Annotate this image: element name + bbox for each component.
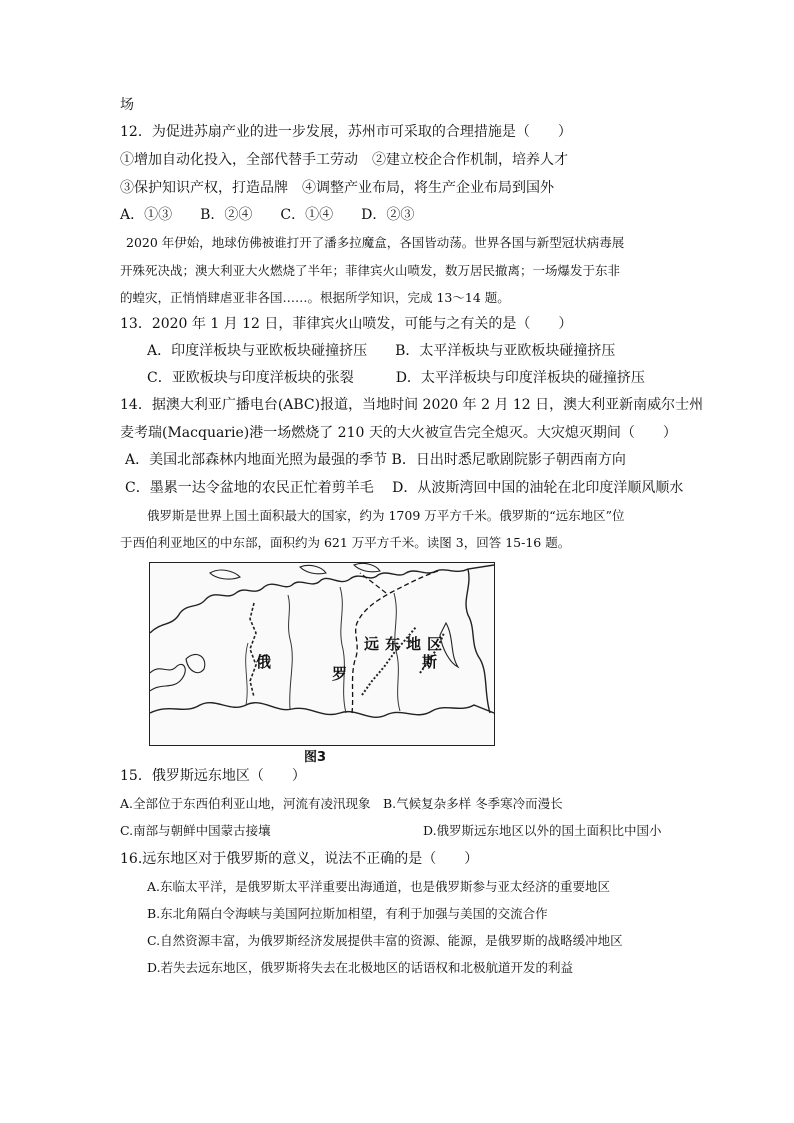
option-line: ①增加自动化投入，全部代替手工劳动 ②建立校企合作机制，培养人才 <box>120 152 568 168</box>
russia-map-figure <box>149 562 495 746</box>
question-13: 13．2020 年 1 月 12 日，菲律宾火山喷发，可能与之有关的是（ ） <box>120 316 573 332</box>
option-line: C.自然资源丰富，为俄罗斯经济发展提供丰富的资源、能源，是俄罗斯的战略缓冲地区 <box>147 933 623 948</box>
option-line: A．印度洋板块与亚欧板块碰撞挤压 B．太平洋板块与亚欧板块碰撞挤压 <box>147 343 616 359</box>
option-line: B.东北角隔白令海峡与美国阿拉斯加相望，有利于加强与美国的交流合作 <box>147 906 548 921</box>
passage-line: 俄罗斯是世界上国土面积最大的国家，约为 1709 万平方千米。俄罗斯的“远东地区”位 <box>147 508 625 523</box>
figure-caption: 图3 <box>304 750 327 765</box>
passage-line: 于西伯利亚地区的中东部，面积约为 621 万平方千米。读图 3，回答 15-16 题。 <box>120 535 571 550</box>
question-15: 15．俄罗斯远东地区（ ） <box>120 768 306 784</box>
option-line: A.东临太平洋，是俄罗斯太平洋重要出海通道，也是俄罗斯参与亚太经济的重要地区 <box>147 879 611 894</box>
question-14: 14．据澳大利亚广播电台(ABC)报道，当地时间 2020 年 2 月 12 日，澳大利亚新南威尔士州 <box>120 397 704 413</box>
option-line: C．墨累一达令盆地的农民正忙着剪羊毛 D．从波斯湾回中国的油轮在北印度洋顺风顺水 <box>125 480 684 496</box>
option-line: C．亚欧板块与印度洋板块的张裂 D．太平洋板块与印度洋板块的碰撞挤压 <box>147 370 645 386</box>
option-line: D.俄罗斯远东地区以外的国土面积比中国小 <box>423 823 662 838</box>
passage-line: 的蝗灾，正悄悄肆虐亚非各国……。根据所学知识，完成 13～14 题。 <box>120 290 510 305</box>
option-line: A．美国北部森林内地面光照为最强的季节 B．日出时悉尼歌剧院影子朝西南方向 <box>125 452 626 468</box>
far-east-label: 远东地区 <box>364 635 449 653</box>
question-14-cont: 麦考瑞(Macquarie)港一场燃烧了 210 天的大火被宣告完全熄灭。大灾熄灭期间（ ） <box>120 425 677 441</box>
question-16: 16.远东地区对于俄罗斯的意义，说法不正确的是（ ） <box>120 851 479 867</box>
answer-choices: A．①③ B．②④ C．①④ D．②③ <box>120 207 415 223</box>
passage-line: 开殊死决战；澳大利亚大火燃烧了半年；菲律宾火山喷发，数万居民撤离；一场爆发于东非 <box>120 263 621 278</box>
option-line: D.若失去远东地区，俄罗斯将失去在北极地区的话语权和北极航道开发的利益 <box>147 960 574 975</box>
question-12: 12．为促进苏扇产业的进一步发展，苏州市可采取的合理措施是（ ） <box>120 124 572 140</box>
passage-line: 2020 年伊始，地球仿佛被谁打开了潘多拉魔盒，各国皆动荡。世界各国与新型冠状病毒展 <box>126 235 625 250</box>
russia-map-drawing <box>150 563 494 745</box>
map-country-char: 俄 <box>256 653 272 671</box>
option-line: ③保护知识产权，打造品牌 ④调整产业布局，将生产企业布局到国外 <box>120 180 554 196</box>
text-line: 场 <box>120 97 134 113</box>
map-country-char: 罗 <box>332 665 348 683</box>
map-country-char: 斯 <box>422 653 438 671</box>
option-line: C.南部与朝鲜中国蒙古接壤 <box>120 823 271 838</box>
option-line: A.全部位于东西伯利亚山地，河流有凌汛现象 B.气候复杂多样 冬季寒冷而漫长 <box>120 796 563 811</box>
